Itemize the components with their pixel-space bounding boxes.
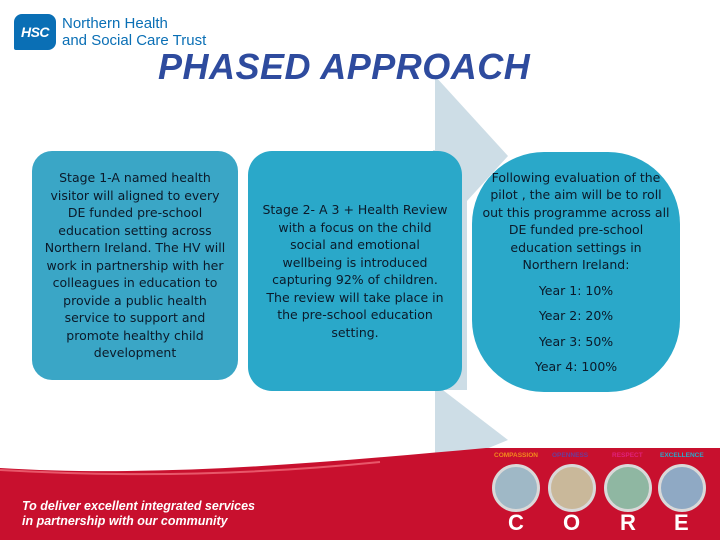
core-letter-o: O xyxy=(563,510,581,535)
hsc-badge: HSC xyxy=(14,14,56,50)
respect-photo xyxy=(604,464,652,512)
trust-name-line2: and Social Care Trust xyxy=(62,32,207,49)
stage-2-text: Stage 2- A 3 + Health Review with a focus on the child social and emotional wellbeing is introduced capturing 92% of children. The review will take place in the pre-school education setting. xyxy=(262,202,448,340)
excellence-photo xyxy=(658,464,706,512)
core-letter-c: C xyxy=(508,510,524,535)
footer-tagline xyxy=(22,499,255,529)
core-label-openness: OPENNESS xyxy=(552,452,589,459)
core-label-compassion: COMPASSION xyxy=(494,452,538,459)
core-letter-e: E xyxy=(674,510,689,535)
openness-photo xyxy=(548,464,596,512)
rollout-year-2: Year 2: 20% xyxy=(538,308,614,323)
tagline-line1: To deliver excellent integrated services xyxy=(22,499,255,513)
compassion-photo xyxy=(492,464,540,512)
rollout-year-1: Year 1: 10% xyxy=(538,282,614,298)
trust-name-line1: Northern Health xyxy=(62,15,168,32)
page-title: PHASED APPROACH xyxy=(158,46,531,87)
core-values xyxy=(486,452,720,540)
core-label-respect: RESPECT xyxy=(612,452,643,459)
rollout-year-4: Year 4: 100% xyxy=(534,359,618,374)
stage-3-intro: Following evaluation of the pilot , the aim will be to roll out this programme across all DE funded pre-school education settings in Northern Ireland: xyxy=(482,169,670,272)
core-letter-r: R xyxy=(620,510,636,535)
stage-1-text: Stage 1-A named health visitor will aligned to every DE funded pre-school education setting across Northern Ireland. The HV will work in partnership with her colleagues in education to provide a public health service to support and promote healthy child development xyxy=(44,170,226,361)
core-label-excellence: EXCELLENCE xyxy=(660,452,704,459)
rollout-year-3: Year 3: 50% xyxy=(538,333,614,349)
tagline-line2: in partnership with our community xyxy=(22,514,228,528)
